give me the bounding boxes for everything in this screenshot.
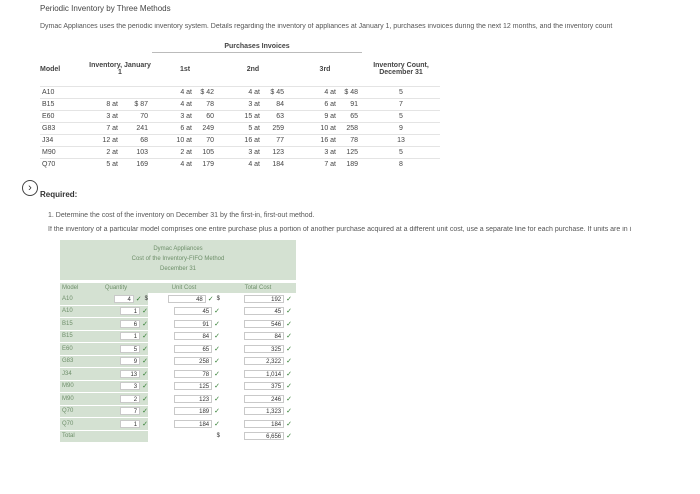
unit-cost-cell (148, 393, 220, 406)
inventory-cell-inv-q (88, 87, 118, 99)
answer-model: B15 (60, 330, 84, 343)
inventory-table (40, 40, 440, 170)
unit-cost-cell (148, 293, 220, 305)
total-cost-input[interactable]: 246 (244, 395, 284, 403)
inventory-cell-inv-p: 68 (140, 137, 148, 144)
unit-cost-cell (148, 418, 220, 431)
inventory-model: E60 (42, 113, 55, 120)
check-icon: ✓ (214, 370, 220, 378)
unit-cost-cell (148, 330, 220, 343)
inventory-cell-inv-p: $ 87 (134, 101, 148, 108)
answer-model: M90 (60, 380, 84, 393)
total-cost-cell (220, 343, 296, 356)
answer-row (60, 293, 296, 305)
total-cost-input[interactable]: 45 (244, 307, 284, 315)
quantity-input[interactable]: 4 (114, 295, 134, 303)
check-icon: ✓ (286, 308, 292, 316)
quantity-input[interactable]: 13 (120, 370, 140, 378)
inventory-cell-p3-q: 7 at (324, 161, 336, 168)
total-cost-input[interactable]: 2,322 (244, 357, 284, 365)
total-cost-input[interactable]: 325 (244, 345, 284, 353)
inventory-count: 7 (399, 101, 403, 108)
inventory-cell-p1-q: 4 at (180, 89, 192, 96)
inventory-cell-p3-p: 91 (350, 101, 358, 108)
col-inventory-count: Inventory Count, December 31 (373, 62, 429, 77)
answer-model: A10 (60, 293, 84, 305)
page-title: Periodic Inventory by Three Methods (40, 4, 171, 13)
inventory-cell-p3-q: 16 at (320, 137, 336, 144)
check-icon: ✓ (142, 358, 148, 366)
check-icon: ✓ (286, 433, 292, 441)
answer-row (60, 305, 296, 318)
inventory-count: 5 (399, 89, 403, 96)
quantity-input[interactable]: 1 (120, 420, 140, 428)
unit-cost-input[interactable]: 78 (174, 370, 212, 378)
dollar-sign: $ (216, 295, 220, 302)
total-empty-unit (148, 430, 220, 443)
total-input[interactable]: 6,656 (244, 432, 284, 440)
inventory-row (40, 99, 440, 111)
quantity-cell (84, 343, 148, 356)
check-icon: ✓ (142, 333, 148, 341)
quantity-input[interactable]: 3 (120, 382, 140, 390)
answer-row (60, 343, 296, 356)
inventory-model: Q70 (42, 161, 56, 168)
check-icon: ✓ (286, 358, 292, 366)
inventory-cell-p1-p: 179 (202, 161, 214, 168)
total-cost-cell (220, 318, 296, 331)
check-icon: ✓ (214, 383, 220, 391)
ans-col-total-cost: Total Cost (220, 283, 296, 293)
quantity-cell (84, 355, 148, 368)
inventory-cell-p2-q: 3 at (248, 101, 260, 108)
inventory-cell-p2-q: 15 at (244, 113, 260, 120)
check-icon: ✓ (214, 345, 220, 353)
inventory-cell-p3-p: 125 (346, 149, 358, 156)
unit-cost-cell (148, 405, 220, 418)
quantity-input[interactable]: 1 (120, 307, 140, 315)
inventory-cell-p2-q: 4 at (248, 89, 260, 96)
total-empty-qty (84, 430, 148, 443)
inventory-count: 5 (399, 149, 403, 156)
answer-model: Q70 (60, 418, 84, 431)
check-icon: ✓ (142, 420, 148, 428)
check-icon: ✓ (286, 295, 292, 303)
col-purchase-1st: 1st (179, 66, 191, 73)
inventory-cell-p2-p: 63 (276, 113, 284, 120)
check-icon: ✓ (142, 345, 148, 353)
inventory-cell-inv-q: 12 at (102, 137, 118, 144)
answer-model: A10 (60, 305, 84, 318)
unit-cost-input[interactable]: 123 (174, 395, 212, 403)
answer-row (60, 318, 296, 331)
total-cost-cell (220, 418, 296, 431)
quantity-cell (84, 405, 148, 418)
answer-model: M90 (60, 393, 84, 406)
check-icon: ✓ (286, 420, 292, 428)
dollar-sign: $ (144, 295, 148, 302)
unit-cost-input[interactable]: 91 (174, 320, 212, 328)
total-cost-cell (220, 293, 296, 305)
check-icon: ✓ (142, 408, 148, 416)
total-cost-input[interactable]: 184 (244, 420, 284, 428)
answer-row (60, 355, 296, 368)
inventory-cell-p2-p: 259 (272, 125, 284, 132)
inventory-count: 9 (399, 125, 403, 132)
check-icon: ✓ (286, 408, 292, 416)
chevron-right-icon[interactable]: › (22, 180, 38, 196)
quantity-input[interactable]: 7 (120, 407, 140, 415)
check-icon: ✓ (142, 370, 148, 378)
inventory-cell-p2-p: $ 45 (270, 89, 284, 96)
inventory-cell-p1-p: 249 (202, 125, 214, 132)
inventory-cell-inv-q: 2 at (106, 149, 118, 156)
inventory-cell-inv-q: 3 at (106, 113, 118, 120)
answer-row (60, 405, 296, 418)
quantity-input[interactable]: 6 (120, 320, 140, 328)
inventory-cell-p2-q: 16 at (244, 137, 260, 144)
fifo-answer-table (60, 283, 296, 443)
inventory-cell-inv-p: 70 (140, 113, 148, 120)
answer-company: Dymac Appliances (153, 246, 203, 252)
col-model: Model (40, 65, 61, 73)
check-icon: ✓ (142, 320, 148, 328)
check-icon: ✓ (214, 333, 220, 341)
total-cost-input[interactable]: 375 (244, 382, 284, 390)
total-cost-cell (220, 405, 296, 418)
total-cost-input[interactable]: 192 (244, 295, 284, 303)
inventory-cell-inv-q: 8 at (106, 101, 118, 108)
unit-cost-input[interactable]: 184 (174, 420, 212, 428)
check-icon: ✓ (142, 395, 148, 403)
quantity-input[interactable]: 1 (120, 332, 140, 340)
inventory-cell-p3-p: 65 (350, 113, 358, 120)
check-icon: ✓ (286, 383, 292, 391)
check-icon: ✓ (214, 320, 220, 328)
total-cost-input[interactable]: 1,014 (244, 370, 284, 378)
unit-cost-cell (148, 343, 220, 356)
question-1: 1. Determine the cost of the inventory on December 31 by the first-in, first-out method. (48, 212, 315, 219)
unit-cost-input[interactable]: 189 (174, 407, 212, 415)
total-cost-cell (220, 330, 296, 343)
answer-model: Q70 (60, 405, 84, 418)
unit-cost-cell (148, 318, 220, 331)
required-label: Required: (40, 190, 78, 199)
inventory-cell-p3-q: 6 at (324, 101, 336, 108)
quantity-input[interactable]: 9 (120, 357, 140, 365)
quantity-cell (84, 380, 148, 393)
inventory-cell-p1-p: 105 (202, 149, 214, 156)
inventory-cell-p1-p: 78 (206, 101, 214, 108)
total-cost-cell (220, 368, 296, 381)
col-purchase-2nd: 2nd (246, 66, 260, 73)
inventory-cell-inv-q: 7 at (106, 125, 118, 132)
answer-model: G83 (60, 355, 84, 368)
quantity-cell (84, 305, 148, 318)
check-icon: ✓ (286, 320, 292, 328)
answer-model: E60 (60, 343, 84, 356)
inventory-cell-p1-q: 4 at (180, 161, 192, 168)
total-cost-input[interactable]: 546 (244, 320, 284, 328)
inventory-cell-p3-p: 78 (350, 137, 358, 144)
unit-cost-cell (148, 368, 220, 381)
inventory-cell-p1-q: 4 at (180, 101, 192, 108)
total-cost-cell (220, 355, 296, 368)
quantity-cell (84, 393, 148, 406)
inventory-row (40, 123, 440, 135)
quantity-cell (84, 293, 148, 305)
inventory-cell-p3-p: $ 48 (344, 89, 358, 96)
inventory-cell-inv-p: 169 (136, 161, 148, 168)
inventory-model: J34 (42, 137, 54, 144)
answer-row (60, 330, 296, 343)
col-inventory-jan1: Inventory, January 1 (89, 62, 151, 77)
col-purchase-3rd: 3rd (319, 66, 331, 73)
check-icon: ✓ (286, 395, 292, 403)
inventory-model: M90 (42, 149, 56, 156)
quantity-cell (84, 368, 148, 381)
check-icon: ✓ (135, 295, 142, 303)
inventory-cell-p2-q: 5 at (248, 125, 260, 132)
total-cost-cell (220, 380, 296, 393)
check-icon: ✓ (214, 420, 220, 428)
inventory-model: A10 (42, 89, 55, 96)
inventory-cell-p1-p: 70 (206, 137, 214, 144)
check-icon: ✓ (142, 383, 148, 391)
quantity-cell (84, 418, 148, 431)
inventory-row (40, 135, 440, 147)
check-icon: ✓ (214, 358, 220, 366)
check-icon: ✓ (142, 308, 148, 316)
inventory-row (40, 147, 440, 159)
quantity-input[interactable]: 5 (120, 345, 140, 353)
dollar-sign: $ (216, 432, 220, 439)
total-cost-cell (220, 393, 296, 406)
check-icon: ✓ (286, 345, 292, 353)
answer-subtitle: Cost of the Inventory-FIFO Method (131, 256, 225, 262)
inventory-count: 8 (399, 161, 403, 168)
inventory-cell-p2-q: 3 at (248, 149, 260, 156)
inventory-cell-p3-p: 189 (346, 161, 358, 168)
answer-row (60, 368, 296, 381)
check-icon: ✓ (286, 333, 292, 341)
quantity-cell (84, 330, 148, 343)
check-icon: ✓ (286, 370, 292, 378)
unit-cost-input[interactable]: 258 (174, 357, 212, 365)
unit-cost-input[interactable]: 65 (174, 345, 212, 353)
grand-total-cell (220, 430, 296, 443)
inventory-row (40, 111, 440, 123)
answer-model: B15 (60, 318, 84, 331)
check-icon: ✓ (214, 308, 220, 316)
inventory-cell-p3-q: 9 at (324, 113, 336, 120)
inventory-cell-p2-p: 123 (272, 149, 284, 156)
quantity-cell (84, 318, 148, 331)
unit-cost-cell (148, 355, 220, 368)
inventory-count: 5 (399, 113, 403, 120)
unit-cost-cell (148, 305, 220, 318)
quantity-input[interactable]: 2 (120, 395, 140, 403)
ans-col-model: Model (60, 283, 84, 293)
inventory-cell-inv-q: 5 at (106, 161, 118, 168)
check-icon: ✓ (214, 395, 220, 403)
unit-cost-input[interactable]: 125 (174, 382, 212, 390)
total-cost-input[interactable]: 84 (244, 332, 284, 340)
inventory-cell-p1-p: $ 42 (200, 89, 214, 96)
total-label: Total (60, 430, 84, 443)
check-icon: ✓ (214, 408, 220, 416)
inventory-cell-inv-p (118, 87, 152, 99)
inventory-cell-p1-q: 10 at (176, 137, 192, 144)
inventory-cell-p1-q: 2 at (180, 149, 192, 156)
answer-model: J34 (60, 368, 84, 381)
inventory-row (40, 87, 440, 99)
unit-cost-cell (148, 380, 220, 393)
inventory-model: G83 (42, 125, 56, 132)
inventory-row (40, 159, 440, 171)
ans-col-quantity: Quantity (84, 283, 148, 293)
total-cost-cell (220, 305, 296, 318)
inventory-model: B15 (42, 101, 55, 108)
inventory-cell-p3-q: 4 at (324, 89, 336, 96)
inventory-cell-p3-q: 10 at (320, 125, 336, 132)
inventory-cell-p1-q: 3 at (180, 113, 192, 120)
inventory-cell-inv-p: 103 (136, 149, 148, 156)
inventory-cell-p3-q: 3 at (324, 149, 336, 156)
inventory-cell-p1-q: 6 at (180, 125, 192, 132)
answer-row (60, 418, 296, 431)
inventory-cell-p1-p: 60 (206, 113, 214, 120)
answer-total-row (60, 430, 296, 443)
inventory-cell-p2-p: 184 (272, 161, 284, 168)
unit-cost-input[interactable]: 84 (174, 332, 212, 340)
question-note: If the inventory of a particular model comprises one entire purchase plus a portion of another purchase acquired at a different unit cost, use a separate line for each purchase. If units are in i (48, 226, 632, 233)
total-cost-input[interactable]: 1,323 (244, 407, 284, 415)
problem-intro: Dymac Appliances uses the periodic inventory system. Details regarding the inventory of appliances at January 1, purchases invoices during the next 12 months, and the inventory count (40, 23, 613, 30)
inventory-count: 13 (397, 137, 405, 144)
check-icon: ✓ (207, 295, 214, 303)
inventory-cell-p2-p: 84 (276, 101, 284, 108)
purchases-header: Purchases Invoices (152, 40, 362, 53)
answer-row (60, 393, 296, 406)
unit-cost-input[interactable]: 45 (174, 307, 212, 315)
ans-col-unit-cost: Unit Cost (148, 283, 220, 293)
answer-date: December 31 (159, 266, 197, 272)
answer-row (60, 380, 296, 393)
inventory-cell-p2-q: 4 at (248, 161, 260, 168)
inventory-cell-inv-p: 241 (136, 125, 148, 132)
unit-cost-input[interactable]: 48 (168, 295, 206, 303)
inventory-cell-p3-p: 258 (346, 125, 358, 132)
inventory-cell-p2-p: 77 (276, 137, 284, 144)
